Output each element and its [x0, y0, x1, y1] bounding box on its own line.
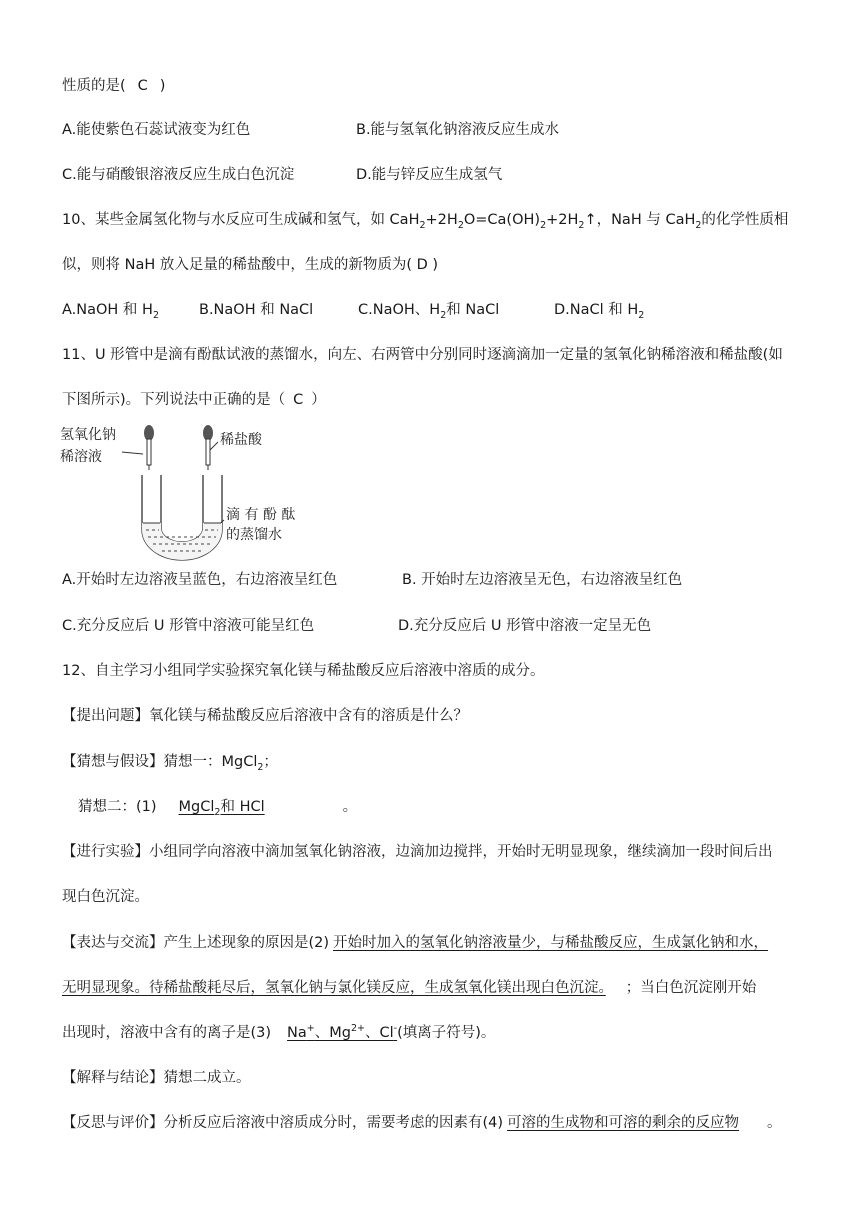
answer-3: Na+、$Mg^{2+}$、Cl-	[287, 1023, 398, 1041]
q12-ions-line: 出现时，溶液中含有的离子是(3) Na+、$Mg^{2+}$、Cl-(填离子符号)。	[62, 1023, 496, 1041]
q10-option-c: C.NaOH、$H_2$和 NaCl	[358, 302, 500, 321]
u-tube-icon	[142, 475, 222, 560]
q9-option-b: B.能与氢氧化钠溶液反应生成水	[356, 122, 560, 138]
q10-option-b: B.NaOH 和 NaCl	[199, 302, 314, 318]
answer-1: MgCl$_2$和 HCl	[178, 799, 265, 818]
right-dropper-icon	[203, 425, 213, 470]
figure-label-water-2: 的蒸馏水	[226, 527, 282, 543]
q10-option-d: D.NaCl 和 $H_2$	[554, 302, 645, 321]
answer-2-part2: 无明显现象。待稀盐酸耗尽后，氢氧化钠与氯化镁反应，生成氢氧化镁出现白色沉淀。	[62, 980, 606, 996]
q10-stem-line1: 10、某些金属氢化物与水反应可生成碱和氢气，如 $CaH_2+2H_2O=Ca(OH)_2+2H_2↑$，NaH 与 CaH$_2$的化学性质相	[62, 212, 789, 231]
u-tube-figure	[58, 420, 318, 565]
figure-label-naoh-1: 氢氧化钠	[60, 427, 116, 443]
q12-hypothesis-1: 【猜想与假设】猜想一：MgCl$_2$；	[62, 754, 278, 773]
figure-label-naoh-2: 稀溶液	[60, 449, 102, 465]
q12-discussion-line1: 【表达与交流】产生上述现象的原因是(2) 开始时加入的氢氧化钠溶液量少，与稀盐酸反应，生成氯化钠和水，	[62, 935, 769, 951]
figure-label-hcl: 稀盐酸	[220, 432, 262, 448]
q11-option-b: B. 开始时左边溶液呈无色，右边溶液呈红色	[402, 572, 683, 588]
q9-option-d: D.能与锌反应生成氢气	[356, 167, 503, 183]
answer-2-part1: 开始时加入的氢氧化钠溶液量少，与稀盐酸反应，生成氯化钠和水，	[333, 935, 769, 951]
left-dropper-icon	[144, 425, 154, 470]
q11-option-a: A.开始时左边溶液呈蓝色，右边溶液呈红色	[62, 572, 338, 588]
q9-answer: C	[137, 78, 148, 94]
q10-option-a: A.NaOH 和 $H_2$	[62, 302, 159, 321]
q12-discussion-line2: 无明显现象。待稀盐酸耗尽后，氢氧化钠与氯化镁反应，生成氢氧化镁出现白色沉淀。 ；当白色沉淀刚开始	[62, 980, 757, 996]
q12-hypothesis-2: 猜想二：(1) MgCl$_2$和 HCl 。	[78, 799, 358, 818]
q12-conclusion: 【解释与结论】猜想二成立。	[62, 1070, 251, 1086]
q9-option-a: A.能使紫色石蕊试液变为红色	[62, 122, 251, 138]
q12-intro: 12、自主学习小组同学实验探究氧化镁与稀盐酸反应后溶液中溶质的成分。	[62, 663, 545, 679]
q11-option-c: C.充分反应后 U 形管中溶液可能呈红色	[62, 618, 315, 634]
q9-stem-tail: 性质的是( C )	[62, 78, 166, 94]
q12-reflection: 【反思与评价】分析反应后溶液中溶质成分时，需要考虑的因素有(4) 可溶的生成物和可溶的剩余的反应物 。	[62, 1115, 782, 1131]
q12-experiment-line1: 【进行实验】小组同学向溶液中滴加氢氧化钠溶液，边滴加边搅拌，开始时无明显现象，继续滴加一段时间后出	[62, 844, 773, 860]
figure-label-water-1: 滴 有 酚 酞	[226, 507, 296, 523]
q11-stem-line2: 下图所示)。下列说法中正确的是（ C ）	[62, 392, 326, 408]
answer-4: 可溶的生成物和可溶的剩余的反应物	[507, 1115, 740, 1131]
q10-stem-line2: 似，则将 NaH 放入足量的稀盐酸中，生成的新物质为( D )	[62, 257, 439, 273]
q9-option-c: C.能与硝酸银溶液反应生成白色沉淀	[62, 167, 295, 183]
q12-experiment-line2: 现白色沉淀。	[62, 889, 149, 905]
q11-option-d: D.充分反应后 U 形管中溶液一定呈无色	[398, 618, 652, 634]
q11-answer: C	[293, 392, 304, 408]
q11-stem-line1: 11、U 形管中是滴有酚酞试液的蒸馏水，向左、右两管中分别同时逐滴滴加一定量的氢氧化钠稀溶液和稀盐酸(如	[62, 347, 783, 363]
q12-question: 【提出问题】氧化镁与稀盐酸反应后溶液中含有的溶质是什么？	[62, 708, 468, 724]
